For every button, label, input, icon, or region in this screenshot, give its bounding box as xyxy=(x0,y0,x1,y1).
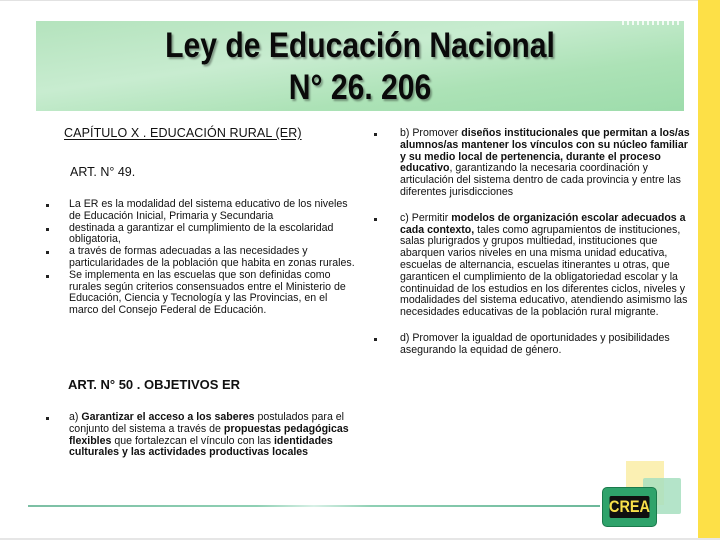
crea-logo xyxy=(600,450,700,540)
chapter-heading: CAPÍTULO X . EDUCACIÓN RURAL (ER) xyxy=(64,126,302,140)
text-run: d) Promover la igualdad de oportunidades y posibilidades asegurando la equidad de género. xyxy=(400,331,670,356)
footer-divider xyxy=(28,505,600,507)
logo-text: CREA xyxy=(609,497,650,516)
slide-title-line2: N° 26. 206 xyxy=(288,68,432,107)
list-item-text: Se implementa en las escuelas que son definidas como rurales según criterios consensuados entre el Ministerio de Educación, Ciencia y Tecnología y las Provincias, en el marco del Consejo Federal de Educación. xyxy=(69,268,346,317)
bullet-icon xyxy=(46,251,49,254)
text-run: postulados para el conjunto del sistema a través de xyxy=(69,411,345,435)
crea-logo-icon xyxy=(602,487,657,527)
article-49-list xyxy=(69,199,359,317)
list-item-objective-a xyxy=(69,412,354,459)
text-run-bold: Garantizar el acceso a los saberes xyxy=(81,411,255,423)
top-border xyxy=(0,0,720,1)
text-run-bold: diseños institucionales que permitan a los/as alumnos/as mantener los vínculos con su núcleo familiar y su medio local de pertenencia, durante el proceso educativo xyxy=(400,127,690,175)
list-item-objective-c xyxy=(400,213,690,319)
bullet-icon xyxy=(46,417,49,420)
list-item xyxy=(69,270,359,317)
article-49-heading: ART. N° 49. xyxy=(70,165,136,179)
list-item-text: a través de formas adecuadas a las necesidades y particularidades de la población que habita en zonas rurales. xyxy=(69,245,355,269)
text-run-bold: modelos de organización escolar adecuados a cada contexto, xyxy=(400,211,686,236)
objectives-list xyxy=(400,128,690,357)
title-banner xyxy=(36,21,684,111)
bullet-icon xyxy=(374,218,377,221)
text-run-bold: identidades culturales y las actividades productivas locales xyxy=(69,434,333,459)
text-run-bold: propuestas pedagógicas flexibles xyxy=(69,422,349,447)
slide-title-line1: Ley de Educación Nacional xyxy=(165,26,555,65)
text-run: tales como agrupamientos de instituciones, salas plurigrados y grupos multiedad, instituciones que abarquen varios niveles en una misma unidad educativa, escuelas de alternancia, escuelas itinerantes u otras, que garanticen el cumplimiento de la obligatoriedad escolar y la continuidad de los estudios en los diferentes ciclos, niveles y modalidades del sistema educativo, atendiendo asimismo las necesidades educativas de la población rural migrante. xyxy=(400,223,688,319)
list-item xyxy=(69,199,359,223)
list-item xyxy=(69,223,359,247)
text-run: , garantizando la necesaria coordinación y articulación del sistema dentro de cada provincia y entre las diferentes jurisdicciones xyxy=(400,162,681,198)
list-item xyxy=(69,246,359,270)
text-run: c) Permitir xyxy=(400,211,452,224)
article-50-heading: ART. N° 50 . OBJETIVOS ER xyxy=(68,377,241,392)
bullet-icon xyxy=(46,228,49,231)
list-item-text: La ER es la modalidad del sistema educativo de los niveles de Educación Inicial, Primaria y Secundaria xyxy=(69,198,348,222)
accent-sidebar-bar xyxy=(698,0,720,540)
list-item-objective-d xyxy=(400,333,690,357)
text-run: b) Promover xyxy=(400,127,462,139)
bullet-icon xyxy=(46,275,49,278)
text-run: que fortalezcan el vínculo con las xyxy=(111,434,274,447)
article-50-list xyxy=(69,412,354,459)
list-item-text: destinada a garantizar el cumplimiento de la escolaridad obligatoria, xyxy=(69,221,334,246)
list-item-objective-b xyxy=(400,128,690,199)
bullet-icon xyxy=(46,204,49,207)
text-run: a) xyxy=(69,411,82,423)
bullet-icon xyxy=(374,338,377,341)
bullet-icon xyxy=(374,133,377,136)
